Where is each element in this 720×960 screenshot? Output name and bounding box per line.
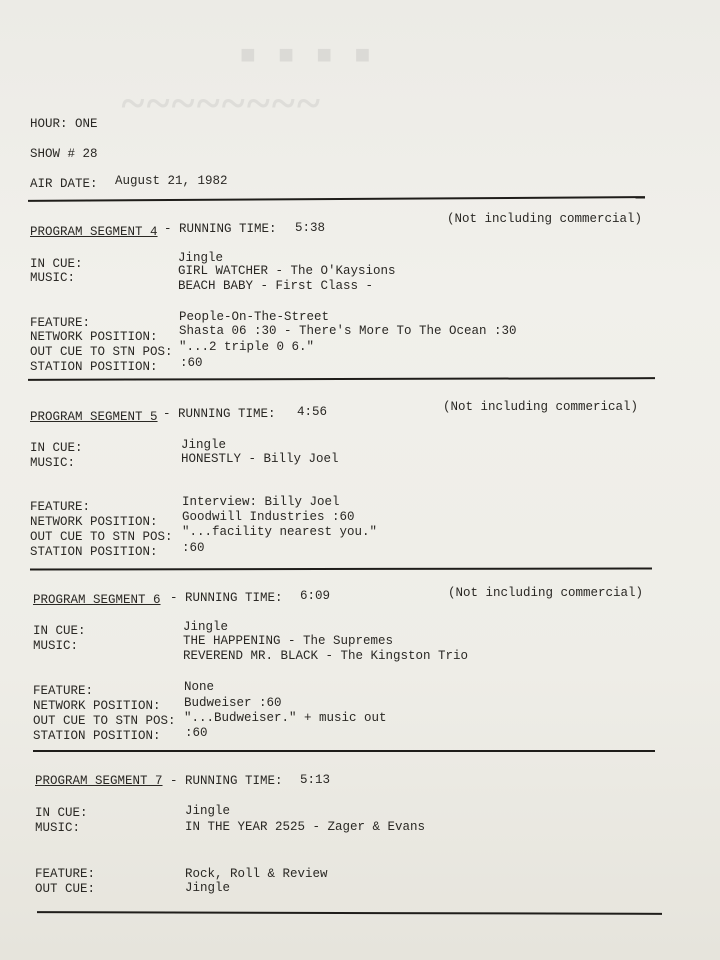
out-cue-label: OUT CUE TO STN POS: bbox=[30, 530, 173, 544]
network-position-value: Budweiser :60 bbox=[184, 696, 282, 710]
station-position-value: :60 bbox=[185, 726, 208, 740]
station-position-value: :60 bbox=[182, 541, 205, 555]
divider-rule bbox=[30, 567, 652, 570]
divider-rule bbox=[37, 911, 662, 915]
music-track: HONESTLY - Billy Joel bbox=[181, 452, 339, 466]
station-position-label: STATION POSITION: bbox=[33, 729, 161, 743]
network-position-label: NETWORK POSITION: bbox=[33, 699, 161, 713]
music-track: BEACH BABY - First Class - bbox=[178, 279, 374, 293]
commercial-note: (Not including commercial) bbox=[447, 212, 643, 226]
in-cue-label: IN CUE: bbox=[30, 257, 83, 271]
music-track: THE HAPPENING - The Supremes bbox=[183, 634, 394, 648]
running-time-value: 5:13 bbox=[300, 773, 331, 787]
air-date-value: August 21, 1982 bbox=[115, 174, 228, 188]
segment-title: PROGRAM SEGMENT 6 bbox=[33, 593, 161, 607]
music-label: MUSIC: bbox=[35, 821, 81, 835]
feature-label: FEATURE: bbox=[33, 684, 94, 698]
feature-label: FEATURE: bbox=[30, 500, 91, 514]
feature-value: Rock, Roll & Review bbox=[185, 867, 328, 881]
running-time-label: - RUNNING TIME: bbox=[170, 774, 283, 788]
music-label: MUSIC: bbox=[30, 271, 76, 285]
music-track: GIRL WATCHER - The O'Kaysions bbox=[178, 264, 396, 278]
in-cue-value: Jingle bbox=[181, 438, 227, 452]
in-cue-value: Jingle bbox=[178, 251, 224, 265]
running-time-label: - RUNNING TIME: bbox=[163, 407, 276, 421]
bleed-through-logo: ~~~~~~~~ bbox=[120, 79, 321, 128]
commercial-note: (Not including commerical) bbox=[443, 400, 639, 414]
music-label: MUSIC: bbox=[33, 639, 79, 653]
feature-label: FEATURE: bbox=[35, 867, 96, 881]
divider-rule bbox=[28, 196, 645, 202]
running-time-value: 4:56 bbox=[297, 405, 328, 419]
segment-title: PROGRAM SEGMENT 5 bbox=[30, 410, 158, 424]
in-cue-label: IN CUE: bbox=[35, 806, 88, 820]
show-number: SHOW # 28 bbox=[30, 147, 98, 161]
divider-rule bbox=[33, 750, 655, 752]
running-time-label: - RUNNING TIME: bbox=[170, 591, 283, 605]
in-cue-value: Jingle bbox=[183, 620, 229, 634]
air-date-label: AIR DATE: bbox=[30, 177, 98, 191]
feature-value: Interview: Billy Joel bbox=[182, 495, 340, 509]
out-cue-label: OUT CUE: bbox=[35, 882, 96, 896]
running-time-value: 6:09 bbox=[300, 589, 331, 603]
music-track: REVEREND MR. BLACK - The Kingston Trio bbox=[183, 649, 469, 663]
out-cue-label: OUT CUE TO STN POS: bbox=[33, 714, 176, 728]
music-track: IN THE YEAR 2525 - Zager & Evans bbox=[185, 820, 426, 834]
segment-title: PROGRAM SEGMENT 7 bbox=[35, 774, 163, 788]
bleed-through-header: ■ ■ ■ ■ bbox=[240, 40, 379, 69]
in-cue-label: IN CUE: bbox=[30, 441, 83, 455]
feature-value: People-On-The-Street bbox=[179, 310, 330, 324]
hour-label: HOUR: ONE bbox=[30, 117, 98, 131]
feature-label: FEATURE: bbox=[30, 316, 91, 330]
segment-title: PROGRAM SEGMENT 4 bbox=[30, 225, 158, 239]
station-position-value: :60 bbox=[180, 356, 203, 370]
running-time-value: 5:38 bbox=[295, 221, 326, 235]
out-cue-label: OUT CUE TO STN POS: bbox=[30, 345, 173, 359]
commercial-note: (Not including commercial) bbox=[448, 586, 644, 600]
network-position-value: Shasta 06 :30 - There's More To The Ocean :30 bbox=[179, 324, 517, 338]
in-cue-label: IN CUE: bbox=[33, 624, 86, 638]
music-label: MUSIC: bbox=[30, 456, 76, 470]
out-cue-value: "...facility nearest you." bbox=[182, 525, 378, 539]
divider-rule bbox=[28, 377, 655, 381]
station-position-label: STATION POSITION: bbox=[30, 360, 158, 374]
station-position-label: STATION POSITION: bbox=[30, 545, 158, 559]
in-cue-value: Jingle bbox=[185, 804, 231, 818]
network-position-label: NETWORK POSITION: bbox=[30, 515, 158, 529]
out-cue-value: Jingle bbox=[185, 881, 231, 895]
network-position-label: NETWORK POSITION: bbox=[30, 330, 158, 344]
out-cue-value: "...2 triple 0 6." bbox=[179, 340, 315, 354]
network-position-value: Goodwill Industries :60 bbox=[182, 510, 355, 524]
feature-value: None bbox=[184, 680, 215, 694]
running-time-label: - RUNNING TIME: bbox=[164, 222, 277, 236]
out-cue-value: "...Budweiser." + music out bbox=[184, 711, 387, 725]
